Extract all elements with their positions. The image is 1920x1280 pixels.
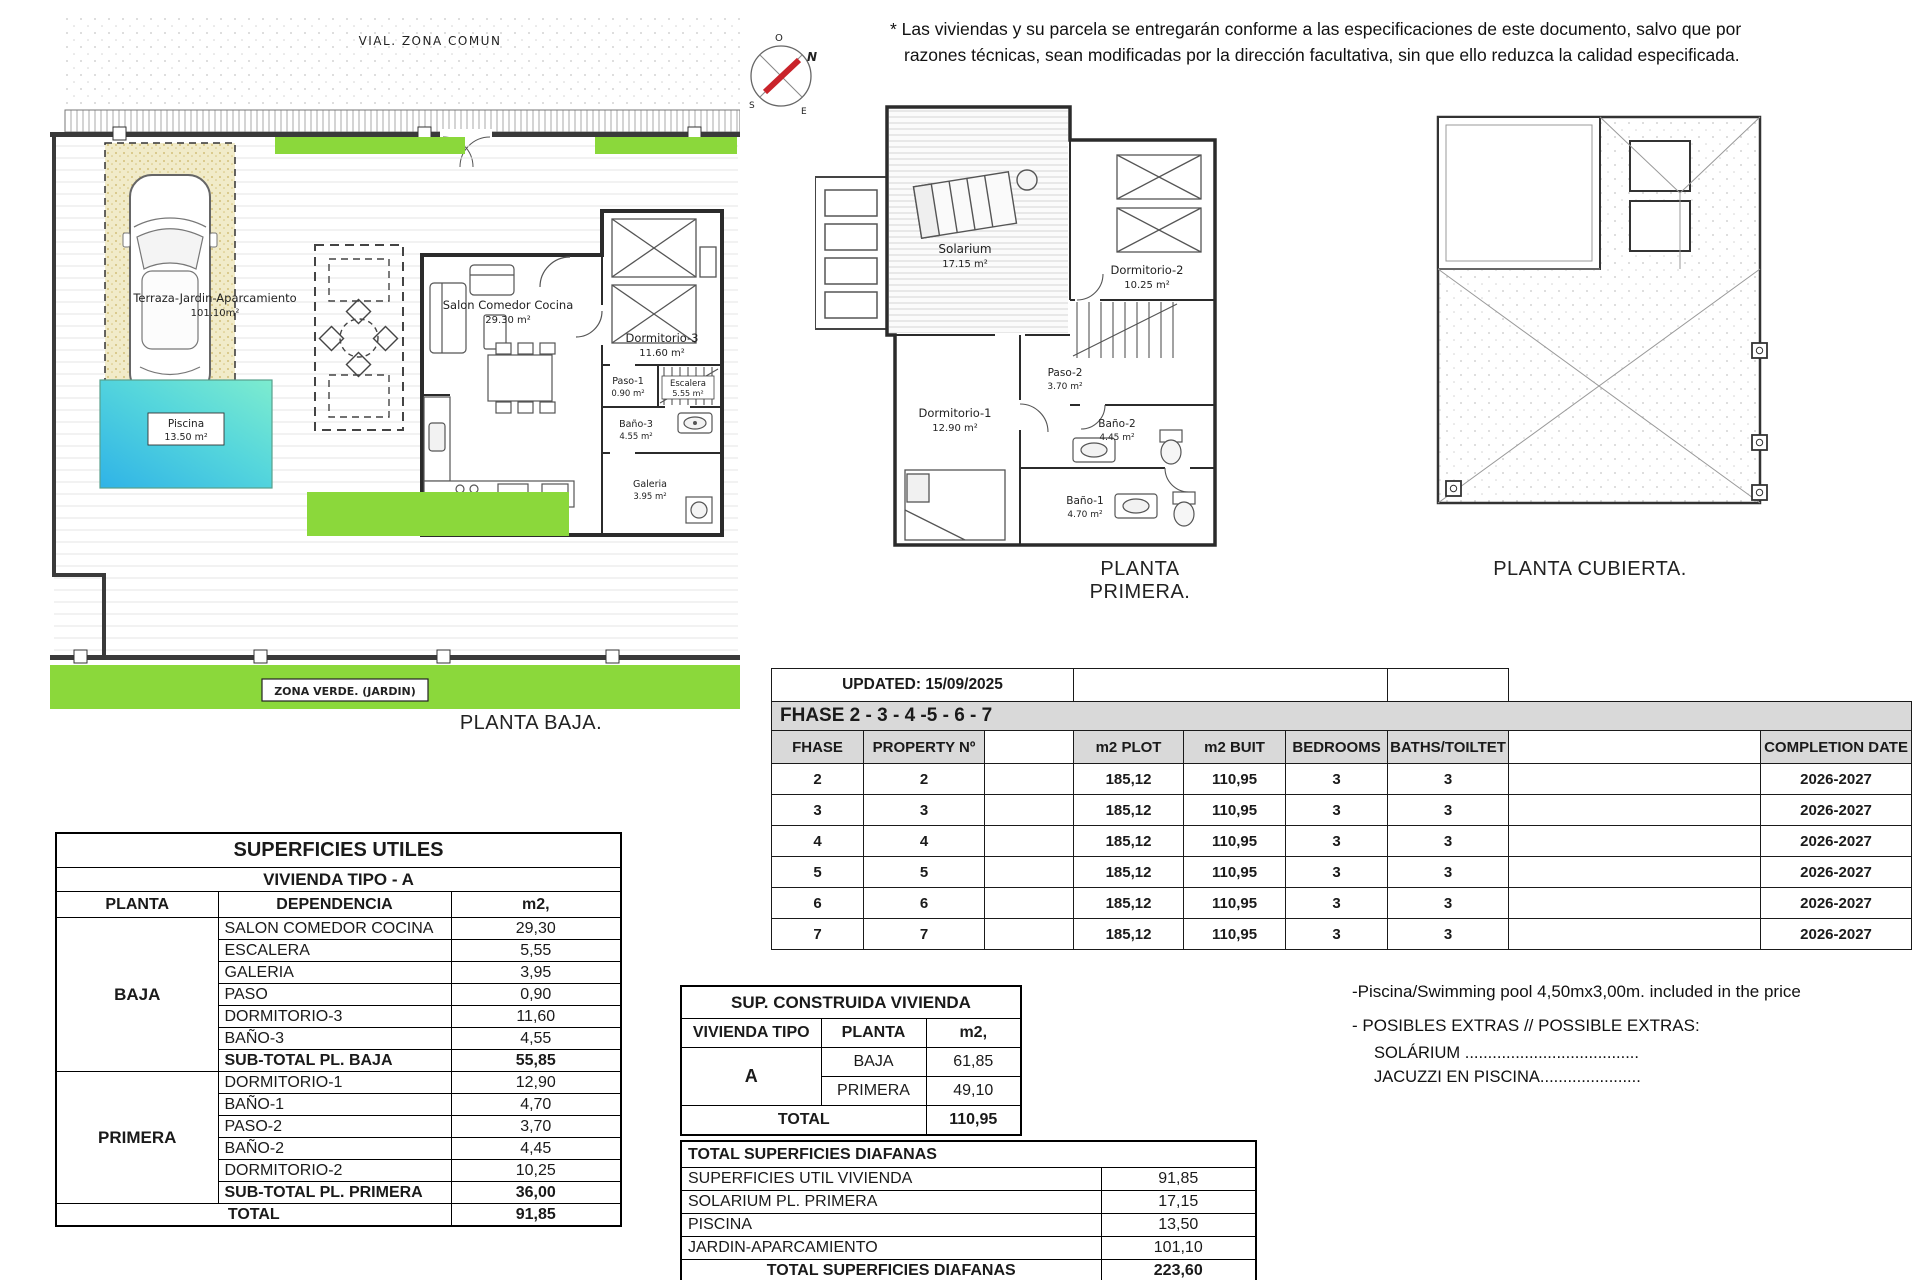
table-subtitle: VIVIENDA TIPO - A <box>56 868 621 892</box>
cell-m2: 0,90 <box>451 984 621 1006</box>
empty-cell <box>985 795 1074 826</box>
sup-construida-table <box>680 985 1022 1136</box>
cell-value: 101,10 <box>1101 1237 1256 1260</box>
garden-patch <box>307 492 569 536</box>
green-strip <box>275 137 465 154</box>
cell-dependencia: PASO-2 <box>218 1116 451 1138</box>
empty-cell <box>1074 669 1388 702</box>
cell-fhase: 3 <box>772 795 864 826</box>
room-label: Galeria <box>632 479 668 490</box>
col-property: PROPERTY Nº <box>864 731 985 764</box>
empty-cell <box>985 731 1074 764</box>
cell-m2: 49,10 <box>926 1077 1021 1106</box>
table-header-row <box>772 731 1912 764</box>
total-row <box>681 1260 1256 1280</box>
cell-plot: 185,12 <box>1074 764 1184 795</box>
bed <box>905 470 1005 540</box>
cell-dependencia: DORMITORIO-3 <box>218 1006 451 1028</box>
cell-m2: 5,55 <box>451 940 621 962</box>
table-row <box>681 1168 1256 1191</box>
planta-primera-group: PRIMERA <box>56 1072 218 1204</box>
cell-m2: 29,30 <box>451 918 621 940</box>
cell-total-value: 91,85 <box>451 1204 621 1227</box>
note-jacuzzi: JACUZZI EN PISCINA...................... <box>1374 1068 1641 1086</box>
cell-baths: 3 <box>1388 764 1509 795</box>
empty-cell <box>1509 795 1761 826</box>
cell-subtotal-value: 55,85 <box>451 1050 621 1072</box>
cell-dependencia: DORMITORIO-2 <box>218 1160 451 1182</box>
disclaimer-line2: razones técnicas, sean modificadas por la dirección facultativa, sin que ello reduzca la calidad especificada. <box>904 45 1740 66</box>
col-plot: m2 PLOT <box>1074 731 1184 764</box>
cell-m2: 3,70 <box>451 1116 621 1138</box>
cell-m2: 12,90 <box>451 1072 621 1094</box>
cell-fhase: 5 <box>772 857 864 888</box>
room-area: 10.25 m² <box>1124 280 1170 291</box>
room-area: 4.55 m² <box>619 432 653 442</box>
planta-primera-title: PLANTA PRIMERA. <box>1089 558 1191 603</box>
empty-cell <box>1509 826 1761 857</box>
cell-baths: 3 <box>1388 919 1509 950</box>
cell-fhase: 7 <box>772 919 864 950</box>
cell-dependencia: BAÑO-2 <box>218 1138 451 1160</box>
table-header-row <box>681 1019 1021 1048</box>
empty-cell <box>985 857 1074 888</box>
cell-buit: 110,95 <box>1184 919 1286 950</box>
bath-fixtures <box>678 413 712 433</box>
cell-m2: 11,60 <box>451 1006 621 1028</box>
cell-dependencia: BAÑO-1 <box>218 1094 451 1116</box>
wall-post <box>437 650 450 663</box>
empty-cell <box>1509 888 1761 919</box>
pool-label: Piscina <box>167 418 205 430</box>
pool <box>100 380 272 488</box>
cell-value: 17,15 <box>1101 1191 1256 1214</box>
compass-south: S <box>749 101 755 111</box>
table-row <box>772 826 1912 857</box>
empty-cell <box>985 826 1074 857</box>
cell-subtotal-label: SUB-TOTAL PL. PRIMERA <box>218 1182 451 1204</box>
compass-east: E <box>801 107 807 117</box>
table-row <box>681 1214 1256 1237</box>
wall-post <box>606 650 619 663</box>
cell-fhase: 6 <box>772 888 864 919</box>
cell-dependencia: SALON COMEDOR COCINA <box>218 918 451 940</box>
note-solarium: SOLÁRIUM ...................................... <box>1374 1044 1639 1062</box>
cell-completion: 2026-2027 <box>1761 795 1912 826</box>
table-row <box>772 702 1912 731</box>
table-row <box>772 764 1912 795</box>
cell-property: 6 <box>864 888 985 919</box>
cell-property: 3 <box>864 795 985 826</box>
pergola-slats <box>815 177 887 329</box>
cell-baths: 3 <box>1388 857 1509 888</box>
dining-table <box>488 343 555 413</box>
table-row <box>772 919 1912 950</box>
col-buit: m2 BUIT <box>1184 731 1286 764</box>
cell-m2: 4,70 <box>451 1094 621 1116</box>
cell-total-label: TOTAL <box>681 1106 926 1136</box>
cell-buit: 110,95 <box>1184 826 1286 857</box>
empty-cell <box>985 764 1074 795</box>
cell-completion: 2026-2027 <box>1761 826 1912 857</box>
cell-fhase: 4 <box>772 826 864 857</box>
green-strip <box>595 137 737 154</box>
sidewalk-hatch <box>65 110 740 132</box>
planta-baja-group: BAJA <box>56 918 218 1072</box>
table-row <box>681 1048 1021 1077</box>
room-area: 3.95 m² <box>633 492 667 502</box>
room-area: 5.55 m² <box>672 389 704 398</box>
cell-dependencia: DORMITORIO-1 <box>218 1072 451 1094</box>
cell-label: SUPERFICIES UTIL VIVIENDA <box>681 1168 1101 1191</box>
cell-m2: 3,95 <box>451 962 621 984</box>
room-label: Baño-3 <box>619 419 653 430</box>
diafanas-table <box>680 1140 1257 1280</box>
room-area: 29.30 m² <box>485 315 531 326</box>
room-label: Baño-1 <box>1066 495 1104 507</box>
cell-plot: 185,12 <box>1074 795 1184 826</box>
col-fhase: FHASE <box>772 731 864 764</box>
cell-buit: 110,95 <box>1184 764 1286 795</box>
cell-total-value: 223,60 <box>1101 1260 1256 1280</box>
empty-cell <box>985 919 1074 950</box>
boundary-wall-top <box>50 132 740 137</box>
col-planta: PLANTA <box>821 1019 926 1048</box>
cell-buit: 110,95 <box>1184 857 1286 888</box>
col-planta: PLANTA <box>56 892 218 918</box>
cell-fhase: 2 <box>772 764 864 795</box>
cell-total-label: TOTAL SUPERFICIES DIAFANAS <box>681 1260 1101 1280</box>
room-area: 12.90 m² <box>932 423 978 434</box>
cell-planta: PRIMERA <box>821 1077 926 1106</box>
green-zone-label: ZONA VERDE. (JARDIN) <box>274 685 416 698</box>
table-subtitle-row <box>56 868 621 892</box>
cell-baths: 3 <box>1388 888 1509 919</box>
cell-plot: 185,12 <box>1074 888 1184 919</box>
cell-baths: 3 <box>1388 795 1509 826</box>
table-row <box>56 1072 621 1094</box>
cell-label: PISCINA <box>681 1214 1101 1237</box>
cell-bedrooms: 3 <box>1286 764 1388 795</box>
cell-planta: BAJA <box>821 1048 926 1077</box>
superficies-utiles-table <box>55 832 622 1227</box>
cell-dependencia: PASO <box>218 984 451 1006</box>
table-title-row <box>681 1141 1256 1168</box>
room-label: Baño-2 <box>1098 418 1136 430</box>
cell-property: 4 <box>864 826 985 857</box>
road-texture <box>65 15 740 108</box>
boundary-wall-step <box>52 573 106 577</box>
cell-completion: 2026-2027 <box>1761 857 1912 888</box>
roof-upper-section <box>1438 117 1600 269</box>
cell-buit: 110,95 <box>1184 795 1286 826</box>
boundary-wall-left <box>52 132 56 575</box>
cell-property: 7 <box>864 919 985 950</box>
empty-cell <box>1388 669 1509 702</box>
table-title: SUP. CONSTRUIDA VIVIENDA <box>681 986 1021 1019</box>
table-row <box>772 857 1912 888</box>
cell-total-label: TOTAL <box>56 1204 451 1227</box>
table-title-row <box>56 833 621 868</box>
road-label: VIAL. ZONA COMUN <box>358 34 502 48</box>
cell-subtotal-label: SUB-TOTAL PL. BAJA <box>218 1050 451 1072</box>
table-title-row <box>681 986 1021 1019</box>
cell-m2: 61,85 <box>926 1048 1021 1077</box>
cell-label: SOLARIUM PL. PRIMERA <box>681 1191 1101 1214</box>
room-area: 0.90 m² <box>611 389 645 399</box>
cell-dependencia: ESCALERA <box>218 940 451 962</box>
washer-icon <box>686 497 712 523</box>
stairs <box>1073 302 1177 358</box>
house-ground-floor <box>422 211 722 535</box>
cell-completion: 2026-2027 <box>1761 888 1912 919</box>
cell-tipo: A <box>681 1048 821 1106</box>
cell-completion: 2026-2027 <box>1761 764 1912 795</box>
col-baths: BATHS/TOILTET <box>1388 731 1509 764</box>
table-title: TOTAL SUPERFICIES DIAFANAS <box>681 1141 1256 1168</box>
roof-box <box>1630 141 1690 191</box>
boundary-wall-bottom <box>50 655 740 660</box>
room-label: Dormitorio-1 <box>918 406 992 420</box>
room-area: 4.45 m² <box>1099 433 1135 443</box>
wall-post <box>74 650 87 663</box>
col-vivienda-tipo: VIVIENDA TIPO <box>681 1019 821 1048</box>
cell-bedrooms: 3 <box>1286 888 1388 919</box>
room-label: Solarium <box>938 242 992 256</box>
cell-total-value: 110,95 <box>926 1106 1021 1136</box>
phase-table <box>771 668 1912 950</box>
room-area: 17.15 m² <box>942 259 988 270</box>
table-header-row <box>56 892 621 918</box>
col-dependencia: DEPENDENCIA <box>218 892 451 918</box>
table-row <box>681 1191 1256 1214</box>
cell-baths: 3 <box>1388 826 1509 857</box>
compass-west: O <box>775 33 783 44</box>
empty-cell <box>1509 764 1761 795</box>
roof-box <box>1630 201 1690 251</box>
phase-banner: FHASE 2 - 3 - 4 -5 - 6 - 7 <box>772 702 1912 731</box>
boundary-wall-left-lower <box>102 575 106 657</box>
room-area: 3.70 m² <box>1047 382 1083 392</box>
cell-m2: 4,45 <box>451 1138 621 1160</box>
room-label: Salon Comedor Cocina <box>442 298 574 312</box>
cell-property: 5 <box>864 857 985 888</box>
terrace-label: Terraza-Jardin-Aparcamiento <box>133 291 297 305</box>
room-label: Dormitorio-2 <box>1110 263 1184 277</box>
cell-plot: 185,12 <box>1074 857 1184 888</box>
room-area: 11.60 m² <box>639 348 685 359</box>
col-bedrooms: BEDROOMS <box>1286 731 1388 764</box>
empty-cell <box>1509 731 1761 764</box>
room-label: Escalera <box>670 379 706 389</box>
cell-m2: 4,55 <box>451 1028 621 1050</box>
empty-cell <box>1509 919 1761 950</box>
planta-baja-title: PLANTA BAJA. <box>459 712 603 734</box>
cell-completion: 2026-2027 <box>1761 919 1912 950</box>
cell-dependencia: BAÑO-3 <box>218 1028 451 1050</box>
table-title: SUPERFICIES UTILES <box>56 833 621 868</box>
note-extras: - POSIBLES EXTRAS // POSSIBLE EXTRAS: <box>1352 1016 1700 1035</box>
pool-area: 13.50 m² <box>164 432 208 443</box>
planta-primera-drawing <box>815 100 1235 550</box>
cell-m2: 10,25 <box>451 1160 621 1182</box>
col-completion: COMPLETION DATE <box>1761 731 1912 764</box>
table-row <box>772 795 1912 826</box>
col-m2: m2, <box>451 892 621 918</box>
empty-cell <box>1509 857 1761 888</box>
table-row <box>772 669 1912 702</box>
table-row <box>56 918 621 940</box>
cell-plot: 185,12 <box>1074 919 1184 950</box>
cell-dependencia: GALERIA <box>218 962 451 984</box>
cell-bedrooms: 3 <box>1286 919 1388 950</box>
room-label: Paso-1 <box>612 376 644 387</box>
cell-bedrooms: 3 <box>1286 826 1388 857</box>
disclaimer-line1: * Las viviendas y su parcela se entregarán conforme a las especificaciones de este documento, salvo que por <box>890 19 1742 39</box>
updated-cell: UPDATED: 15/09/2025 <box>772 669 1074 702</box>
table-row <box>681 1237 1256 1260</box>
col-m2: m2, <box>926 1019 1021 1048</box>
cell-bedrooms: 3 <box>1286 795 1388 826</box>
terrace-area: 101.10m² <box>190 308 240 319</box>
planta-cubierta-drawing <box>1430 105 1775 515</box>
cell-buit: 110,95 <box>1184 888 1286 919</box>
disclaimer <box>890 16 1880 69</box>
wall-post <box>254 650 267 663</box>
compass-north: N <box>807 50 818 64</box>
cell-bedrooms: 3 <box>1286 857 1388 888</box>
cell-property: 2 <box>864 764 985 795</box>
side-table <box>1017 170 1037 190</box>
empty-cell <box>1761 669 1912 702</box>
room-label: Paso-2 <box>1047 367 1083 379</box>
note-pool: -Piscina/Swimming pool 4,50mx3,00m. included in the price <box>1352 982 1801 1001</box>
cell-subtotal-value: 36,00 <box>451 1182 621 1204</box>
table-row <box>772 888 1912 919</box>
cell-label: JARDIN-APARCAMIENTO <box>681 1237 1101 1260</box>
cell-value: 91,85 <box>1101 1168 1256 1191</box>
total-row <box>681 1106 1021 1136</box>
cell-plot: 185,12 <box>1074 826 1184 857</box>
planta-baja-drawing <box>50 15 740 715</box>
empty-cell <box>985 888 1074 919</box>
empty-cell <box>1509 669 1761 702</box>
room-area: 4.70 m² <box>1067 510 1103 520</box>
room-label: Dormitorio-3 <box>625 331 699 345</box>
planta-cubierta-title: PLANTA CUBIERTA. <box>1493 558 1687 580</box>
cell-value: 13,50 <box>1101 1214 1256 1237</box>
total-row <box>56 1204 621 1227</box>
car-icon <box>123 175 217 395</box>
